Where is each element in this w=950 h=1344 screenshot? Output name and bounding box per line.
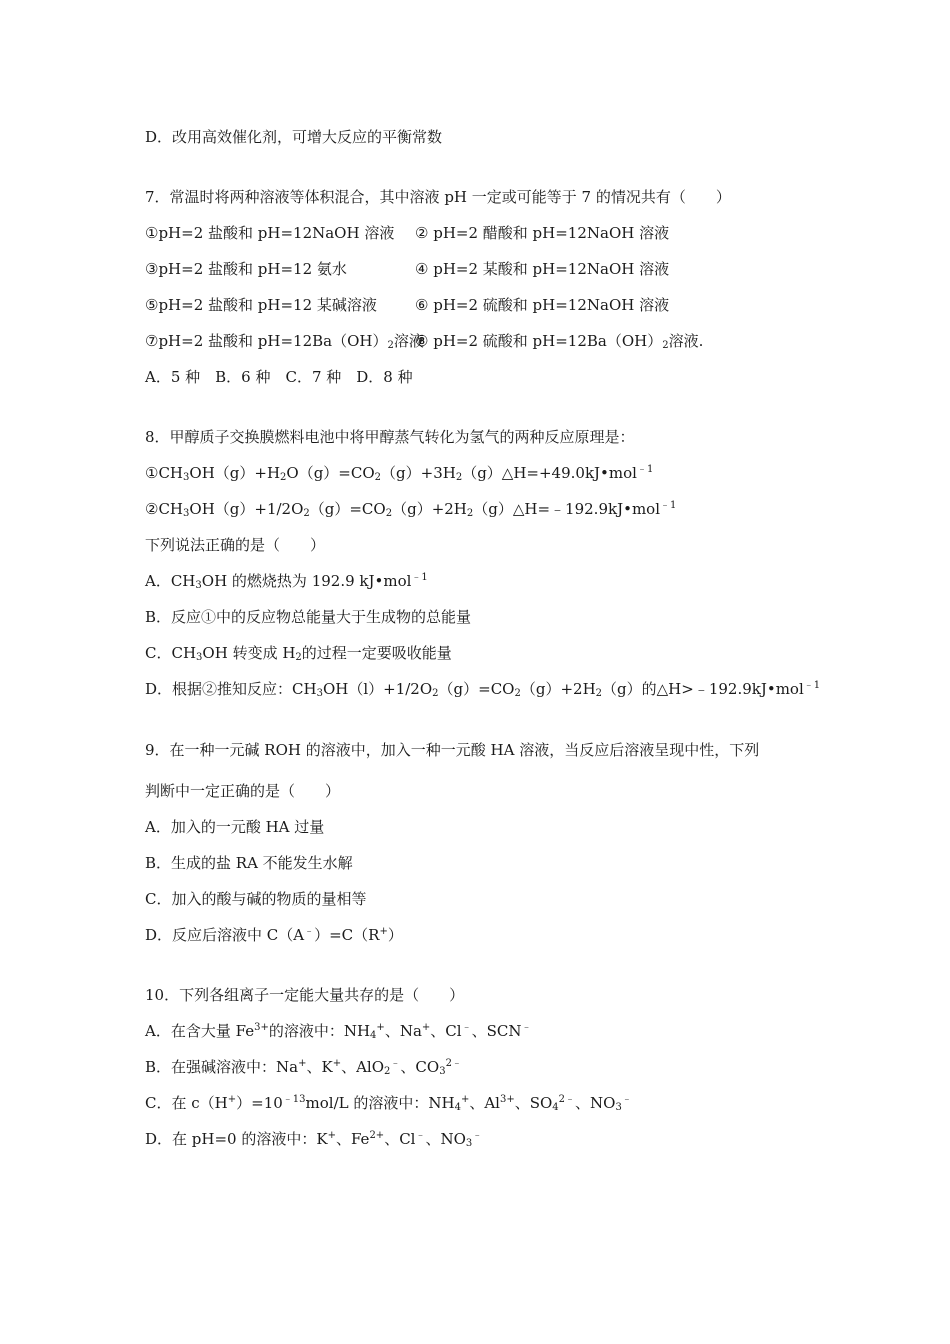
q7-stem: 7．常温时将两种溶液等体积混合，其中溶液 pH 一定或可能等于 7 的情况共有（ ） [145,188,731,206]
q8-option-d: D．根据②推知反应：$CH_3OH(l)+1/2O_2(g)=CO_2(g)+2H_2(g)$的△H>﹣192.9kJ•mol$^{﹣1}$ [145,680,821,699]
q7-item-8: ⑧ pH=2 硫酸和 $pH=12Ba(OH)_2$溶液. [415,332,704,351]
q7-options: A．5 种 B．6 种 C．7 种 D．8 种 [145,368,413,386]
q7-item-4: ④ pH=2 某酸和 pH=12NaOH 溶液 [415,260,670,278]
q9-option-a: A．加入的一元酸 HA 过量 [145,818,325,836]
q10-option-c: C．在 $c(H^+)=10^{﹣13}mol/L$ 的溶液中：$NH_4^+$、$Al^{3+}$、$SO_4^{2﹣}$、$NO_3^﹣$ [145,1094,632,1113]
q7-row-2 [145,259,910,279]
q7-row-3 [145,295,910,315]
q9-option-b: B．生成的盐 RA 不能发生水解 [145,854,353,872]
q7-item-5: ⑤pH=2 盐酸和 pH=12 某碱溶液 [145,296,377,314]
q8-question: 下列说法正确的是（ ） [145,536,326,554]
q10-option-b: B．在强碱溶液中：Na+、K+、AlO$_2$﹣、$CO_3^{2﹣}$ [145,1058,462,1077]
q7-item-7: ⑦pH=2 盐酸和 $pH=12Ba(OH)_2$溶液 [145,332,424,351]
q7-item-6: ⑥ pH=2 硫酸和 pH=12NaOH 溶液 [415,296,670,314]
q8-option-a: A．$CH_3OH$ 的燃烧热为 192.9 kJ•mol$^{﹣1}$ [145,572,428,591]
q8-reaction-2: $②CH_3OH(g)+1/2O_2(g)=CO_2(g)+2H_2(g)\triangle H=﹣192.9kJ•mol^{﹣1}$ [145,500,677,519]
q6-option-d: D．改用高效催化剂，可增大反应的平衡常数 [145,128,443,146]
q7-row-4 [145,331,910,351]
q10-option-d: D．在 pH=0 的溶液中：K+、$Fe^{2+}$、Cl﹣、$NO_3^﹣$ [145,1130,483,1149]
q7-item-3: ③pH=2 盐酸和 pH=12 氨水 [145,260,347,278]
q7-item-1: ①pH=2 盐酸和 pH=12NaOH 溶液 [145,224,395,242]
q9-option-d: D．反应后溶液中 C（A﹣）=C（R+） [145,926,403,944]
q10-option-a: A．在含大量 $Fe^{3+}$的溶液中：$NH_4^+$、Na+、Cl﹣、SCN﹣ [145,1022,532,1041]
q8-reaction-1: $①CH_3OH(g)+H_2O(g)=CO_2(g)+3H_2(g)\triangle H=+49.0kJ•mol^{﹣1}$ [145,464,654,483]
q8-option-b: B．反应①中的反应物总能量大于生成物的总能量 [145,608,472,626]
q8-option-c: C．$CH_3OH$ 转变成 $H_2$的过程一定要吸收能量 [145,644,452,663]
q7-item-2: ② pH=2 醋酸和 pH=12NaOH 溶液 [415,224,670,242]
q7-row-1 [145,223,910,243]
q9-stem-line-1: 9．在一种一元碱 ROH 的溶液中，加入一种一元酸 HA 溶液，当反应后溶液呈现中性，下列 [145,741,760,759]
q9-stem-line-2: 判断中一定正确的是（ ） [145,782,341,800]
q8-stem: 8．甲醇质子交换膜燃料电池中将甲醇蒸气转化为氢气的两种反应原理是： [145,428,635,446]
q10-stem: 10．下列各组离子一定能大量共存的是（ ） [145,986,465,1004]
q9-option-c: C．加入的酸与碱的物质的量相等 [145,890,367,908]
